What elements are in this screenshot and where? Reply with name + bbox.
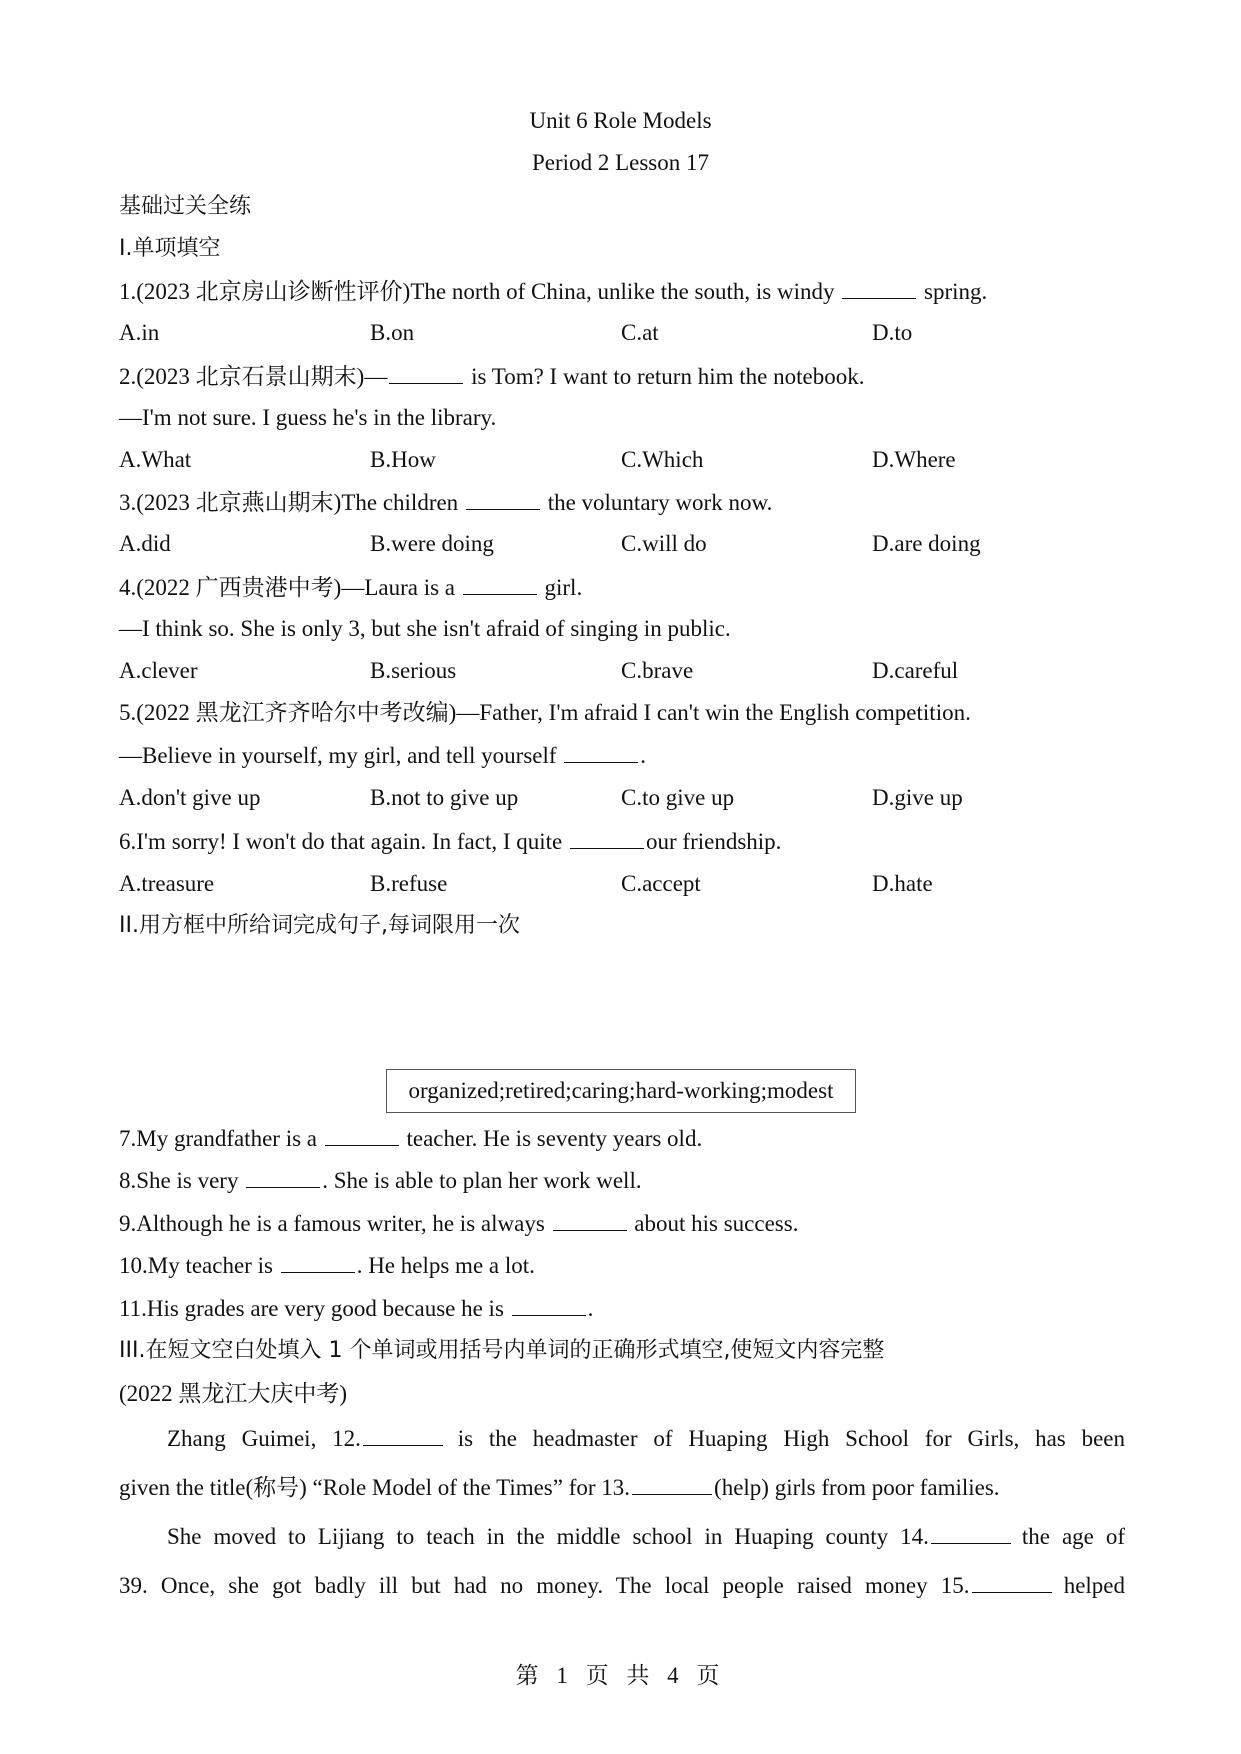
- passage-line: [167, 1423, 1125, 1454]
- option-a[interactable]: A.in: [119, 320, 160, 345]
- answer-blank[interactable]: [842, 276, 916, 299]
- option-d[interactable]: D.careful: [872, 658, 959, 683]
- option-c[interactable]: C.at: [621, 320, 659, 345]
- question-text: 2.(2023 北京石景山期末)—: [119, 364, 388, 389]
- section-main-heading: 基础过关全练: [119, 194, 252, 219]
- question-text: .: [587, 1296, 594, 1321]
- word-box: organized;retired;caring;hard-working;modest: [386, 1069, 856, 1113]
- passage-line: [167, 1521, 1125, 1552]
- question-text: about his success.: [634, 1211, 799, 1236]
- answer-blank-12[interactable]: [363, 1423, 443, 1446]
- answer-blank[interactable]: [325, 1123, 399, 1146]
- question-text: 11.His grades are very good because he is: [119, 1296, 504, 1321]
- question-10: [119, 1250, 535, 1281]
- answer-blank-15[interactable]: [972, 1570, 1052, 1593]
- passage-text: helped: [1063, 1573, 1126, 1598]
- section3-source: (2022 黑龙江大庆中考): [119, 1381, 348, 1406]
- unit-title: Unit 6 Role Models: [529, 108, 712, 133]
- question-7: [119, 1123, 702, 1154]
- answer-blank[interactable]: [389, 361, 463, 384]
- option-a[interactable]: A.don't give up: [119, 785, 261, 810]
- answer-blank[interactable]: [246, 1165, 320, 1188]
- option-a[interactable]: A.treasure: [119, 871, 215, 896]
- option-c[interactable]: C.brave: [621, 658, 694, 683]
- question-text: . He helps me a lot.: [356, 1253, 535, 1278]
- question-text: 1.(2023 北京房山诊断性评价)The north of China, unlike the south, is windy: [119, 279, 835, 304]
- question-6: [119, 826, 781, 857]
- option-d[interactable]: D.hate: [872, 871, 933, 896]
- option-a[interactable]: A.clever: [119, 658, 198, 683]
- option-b[interactable]: B.serious: [370, 658, 457, 683]
- option-c[interactable]: C.accept: [621, 871, 701, 896]
- option-b[interactable]: B.on: [370, 320, 415, 345]
- question-text: 3.(2023 北京燕山期末)The children: [119, 490, 459, 515]
- question-text: 7.My grandfather is a: [119, 1126, 317, 1151]
- answer-blank[interactable]: [463, 572, 537, 595]
- question-4: [119, 572, 582, 603]
- question-text: teacher. He is seventy years old.: [406, 1126, 703, 1151]
- question-3: [119, 487, 772, 518]
- question-text: spring.: [924, 279, 988, 304]
- question-text: girl.: [544, 575, 583, 600]
- option-a[interactable]: A.did: [119, 531, 171, 556]
- answer-blank[interactable]: [512, 1293, 586, 1316]
- passage-text: the age of: [1021, 1524, 1126, 1549]
- question-text: our friendship.: [646, 829, 782, 854]
- question-text: 8.She is very: [119, 1168, 239, 1193]
- option-b[interactable]: B.not to give up: [370, 785, 519, 810]
- passage-text: given the title(称号) “Role Model of the Times” for 13.: [119, 1475, 631, 1500]
- section3-heading: III.在短文空白处填入 1 个单词或用括号内单词的正确形式填空,使短文内容完整: [119, 1338, 885, 1363]
- option-a[interactable]: A.What: [119, 447, 192, 472]
- passage-text: Zhang Guimei, 12.: [167, 1426, 361, 1451]
- option-c[interactable]: C.will do: [621, 531, 707, 556]
- option-b[interactable]: B.were doing: [370, 531, 494, 556]
- option-d[interactable]: D.are doing: [872, 531, 981, 556]
- option-d[interactable]: D.give up: [872, 785, 963, 810]
- question-text: is Tom? I want to return him the notebook.: [471, 364, 865, 389]
- option-d[interactable]: D.Where: [872, 447, 956, 472]
- passage-text: is the headmaster of Huaping High School for Girls, has been: [457, 1426, 1125, 1451]
- question-text: . She is able to plan her work well.: [322, 1168, 642, 1193]
- answer-blank[interactable]: [553, 1208, 627, 1231]
- passage-line: [119, 1570, 1125, 1601]
- page-footer: 第 1 页 共 4 页: [515, 1663, 726, 1688]
- passage-text: She moved to Lijiang to teach in the middle school in Huaping county 14.: [167, 1524, 929, 1549]
- option-d[interactable]: D.to: [872, 320, 913, 345]
- option-c[interactable]: C.to give up: [621, 785, 735, 810]
- question-2: [119, 361, 864, 392]
- question-text: —Believe in yourself, my girl, and tell yourself: [119, 743, 557, 768]
- section2-heading: II.用方框中所给词完成句子,每词限用一次: [119, 913, 520, 938]
- question-5: 5.(2022 黑龙江齐齐哈尔中考改编)—Father, I'm afraid I can't win the English competition.: [119, 700, 971, 725]
- question-text: 4.(2022 广西贵港中考)—Laura is a: [119, 575, 455, 600]
- passage-text: (help) girls from poor families.: [714, 1475, 1000, 1500]
- answer-blank[interactable]: [466, 487, 540, 510]
- question-text: 9.Although he is a famous writer, he is always: [119, 1211, 545, 1236]
- answer-blank-14[interactable]: [931, 1521, 1011, 1544]
- passage-line: [119, 1472, 1000, 1503]
- question-8: [119, 1165, 642, 1196]
- option-c[interactable]: C.Which: [621, 447, 704, 472]
- answer-blank[interactable]: [570, 826, 644, 849]
- question-1: [119, 276, 987, 307]
- question-4-reply: —I think so. She is only 3, but she isn't afraid of singing in public.: [119, 616, 731, 641]
- question-text: .: [640, 743, 647, 768]
- option-b[interactable]: B.refuse: [370, 871, 448, 896]
- answer-blank[interactable]: [564, 740, 638, 763]
- question-text: 10.My teacher is: [119, 1253, 273, 1278]
- question-9: [119, 1208, 798, 1239]
- answer-blank[interactable]: [281, 1250, 355, 1273]
- question-text: the voluntary work now.: [547, 490, 773, 515]
- passage-text: 39. Once, she got badly ill but had no money. The local people raised money 15.: [119, 1573, 970, 1598]
- lesson-subtitle: Period 2 Lesson 17: [532, 150, 709, 175]
- question-11: [119, 1293, 593, 1324]
- question-5-reply: [119, 740, 646, 771]
- section1-heading: I.单项填空: [119, 236, 221, 261]
- option-b[interactable]: B.How: [370, 447, 436, 472]
- question-2-reply: —I'm not sure. I guess he's in the library.: [119, 405, 497, 430]
- answer-blank-13[interactable]: [632, 1472, 712, 1495]
- question-text: 6.I'm sorry! I won't do that again. In fact, I quite: [119, 829, 563, 854]
